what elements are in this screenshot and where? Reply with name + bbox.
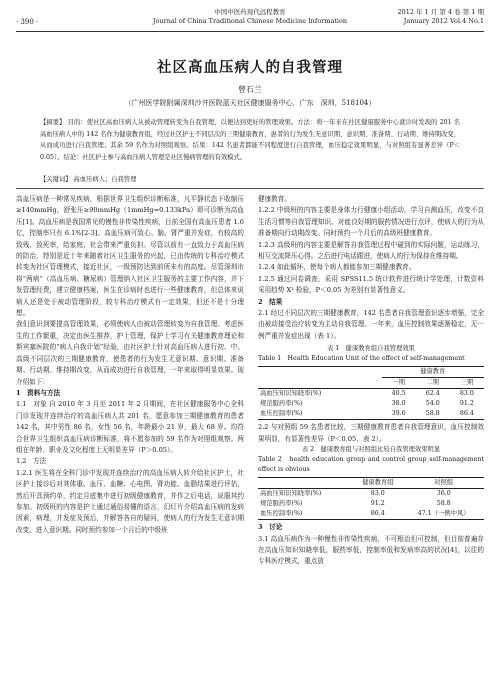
table-1-group-header: 健康教育	[382, 367, 484, 378]
left-column	[16, 194, 244, 536]
intro-paragraph-2: 我们意识到要提高管理效果，必须使病人由被动管理转变为自我管理。考虑医生的工作繁重，决定由医生推荐，护士管理，保护士学习有关健康教育理论和斯宾塞医院的“病人自我计划”经验，由社区护士针对高血压病人进行初、中、高级不同层次的三期健康教育，使患者的行为发生无意识期、意识期、准备期、行动期、维持期改变，从而成功进行自我管理，一年来取得明显效果。现介绍如下：	[16, 320, 244, 386]
journal-name-cn: 中国中医药现代远程教育	[214, 8, 286, 16]
issue-cn: 2012 年 1 月 第 4 卷 第 1 期	[397, 8, 484, 16]
intro-paragraph-1: 高血压病是一种常见疾病，根据世界卫生组织诊断标准，凡平静状态下收缩压≥140mmHg，舒张压≥90mmHg（1mmHg=0.133kPa）即可诊断为高血压[1]。高血压病是我国常见的慢性非传染性疾病，目前全国有高血压患者 1.6 亿，控制率只有 6.1%[2-3]。高血压病可致心、脑、肾严重并发症，有较高的致残、致死率，给家庭、社会带来严重负担。尽管以前有一直致力于高血压病的防治，特别是近十年来随着社区卫生服务的兴起，已由传统的专科治疗模式转变为社区管理模式，接近社区，一级预防达到前所未有的高度。尽管深圳市将“两病”（高血压病、糖尿病）管理纳入社区卫生服务的主要工作内容，并下发管理经费，建立健康档案，医生在诊病时也进行一些健康教育，但总体来说病人还是处于被动管理阶段，较专科治疗模式有一定效果，但还不是十分理想。	[16, 195, 244, 318]
table-header-cell: 健康教育组	[362, 479, 394, 487]
abstract: 【摘要】 目的：使社区高血压病人从被动管理转变为自我管理，以便达到更好的管理效果。方法：将一年来在社区健康服务中心就诊时发现的 201 名高血压病人中的 142 名作为健康教育组，经过社区护士不同层次的三期健康教育，患者的行为发生无意识期、意识期、准备期、行动期、维持期改变，从而成功进行自我管理；其余 59 名作为对照组观察。结果：142 名患者都能不同程度进行自我管理，血压稳定效果明显，与对照组有显著差异（P＜0.05）。结论：社区护士参与高血压病人管理是社区慢病管理的有效模式。	[40, 119, 460, 161]
section-heading-1: 1 资料与方法	[16, 388, 61, 397]
table-header-cell: 对照组	[434, 479, 454, 487]
section-1-2-4: 1.2.4 如此循环，使每个病人都能参加三期健康教育。	[258, 263, 416, 272]
table-row: 血压控制率(%) 86.4 47.1（一例中风）	[258, 509, 484, 520]
divider	[16, 188, 484, 189]
section-2-2: 2.2 与对照组 59 名患者比较，三期健康教育患者自我管理意识，血压控制效果明显，有显著性差异（P＜0.05，表 2）。	[258, 423, 484, 443]
table-header-cell: 三期	[460, 379, 474, 387]
section-1-2-2: 1.2.2 中级班的内容主要是身体力行健康小组活动，学习自测血压，改变不良生活习惯等自我管理知识。对能良好期的服药情况进行点评，使病人的行为从准备期向行动期改变。同时预约一个月后的高级班健康教育。	[258, 206, 484, 238]
right-column	[258, 194, 484, 568]
table-header-cell: 一期	[392, 379, 405, 387]
table-row: 血压控制率(%) 39.6 58.8 86.4	[258, 409, 484, 420]
article-title: 社区高血压病人的自我管理	[157, 59, 343, 76]
section-3-1: 3.1 高血压病作为一种慢性非传染性疾病，不可根治但可控制，但目前普遍存在高血压知识知晓率低，服药率低，控制率低和发病率高的状况[4]，以往的专科医疗模式，重点放	[258, 534, 484, 566]
section-heading-2: 2 结果	[258, 297, 283, 306]
table-row: 高血压知识知晓率(%) 83.0 36.0	[260, 490, 451, 498]
issue-en: January 2012 Vol.4 No.1	[403, 17, 484, 25]
table-row: 规范服药率(%) 38.0 54.0 91.2	[260, 400, 474, 408]
table-2	[258, 477, 484, 520]
table-row: 规范服药率(%) 91.2 58.8	[260, 500, 451, 508]
section-1-2-3: 1.2.3 高级班的内容主要是解答自我管理过程中碰到的实际问题，运动练习，相互交流降压心得。之后进行电话跟进，使病人的行为保持在维持期。	[258, 240, 484, 261]
table-1-title-en: Table 1 Health Education Unit of the effect of self-management	[258, 355, 465, 363]
section-heading-1-2: 1.2 方法	[16, 457, 47, 466]
table-header-cell: 二期	[426, 379, 440, 387]
issue-info	[397, 8, 484, 26]
section-2-1: 2.1 经过不同层次的三期健康教育，142 名患者自我管理意识逐步增强，完全由被动接受治疗转变为主动自我管理。一年来，血压控制效果逐渐稳定，无一例严重并发症出现（表 1）。	[258, 309, 484, 340]
table-1-title-cn: 表 1 健康教育组自我管理效果	[327, 345, 415, 353]
running-header	[16, 6, 484, 32]
affiliation: （广州医学院附属深圳沙井医院蓝天社区健康服务中心，广东 深圳，518104）	[124, 99, 376, 107]
section-1-1: 1.1 对象 自 2010 年 3 月至 2011 年 2 月期间，在社区健康服务中心全科门诊发现并连续治疗的高血压病人共 201 名，愿意参加三期健康教育的患者 142 名，其中男性 86 名，女性 56 名，年龄最小 21 岁，最大 68 岁。均符合世界卫生组织高血压病诊断标准，将不愿参加的 59 名作为对照组观察。两组在年龄、职业及文化程度上无明显差异（P＞0.05）。	[16, 400, 244, 454]
journal-name-en: Journal of China Traditional Chinese Medicine Information	[152, 17, 348, 25]
subsection-label: 1.2.1	[16, 468, 33, 477]
table-2-title-en: Table 2 health education group and control group self-management effect is obvious	[258, 456, 484, 474]
section-heading-3: 3 讨论	[258, 523, 283, 532]
table-2-title-cn: 表 2 健康教育组与对照组比较自我管理效果明显	[301, 446, 441, 454]
keywords: 【关键词】 高血压病人；自我管理	[40, 176, 137, 183]
table-row: 高血压知识知晓率(%) 40.5 62.4 83.0	[260, 390, 474, 398]
section-1-2-1: 1.2.1 医生将在全科门诊中发现并连续治疗的高血压病人转介给社区护士，社区护士接诊后对其体重、血压、血糖、心电图、肾功能、血脂结果进行评估，然后开具预约单，约定月底集中进行初级健康教育，并作之后电话，说服其约参加。初级班的内容是护士通过通俗易懂的语言，幻灯片介绍高血压病的发病因素，病理，并发症及预后，并解答各自的疑问，使病人的行为发生无意识期改变，进入意识期。同时预约参加一个月后的中级班	[16, 468, 244, 534]
author: 曾石兰	[238, 85, 262, 94]
table-1	[258, 366, 484, 420]
section-1-2-5: 1.2.5 通过问卷调查，采用 SPSS11.5 统计软件进行统计学处理，计数资料采用趋势 X² 检验，P＜0.05 为差别有显著性意义。	[258, 274, 484, 295]
page-number: · 390 ·	[16, 18, 39, 26]
subsection-label: 1.1 对象	[16, 400, 47, 409]
continued-text: 健康教育。	[258, 195, 291, 203]
